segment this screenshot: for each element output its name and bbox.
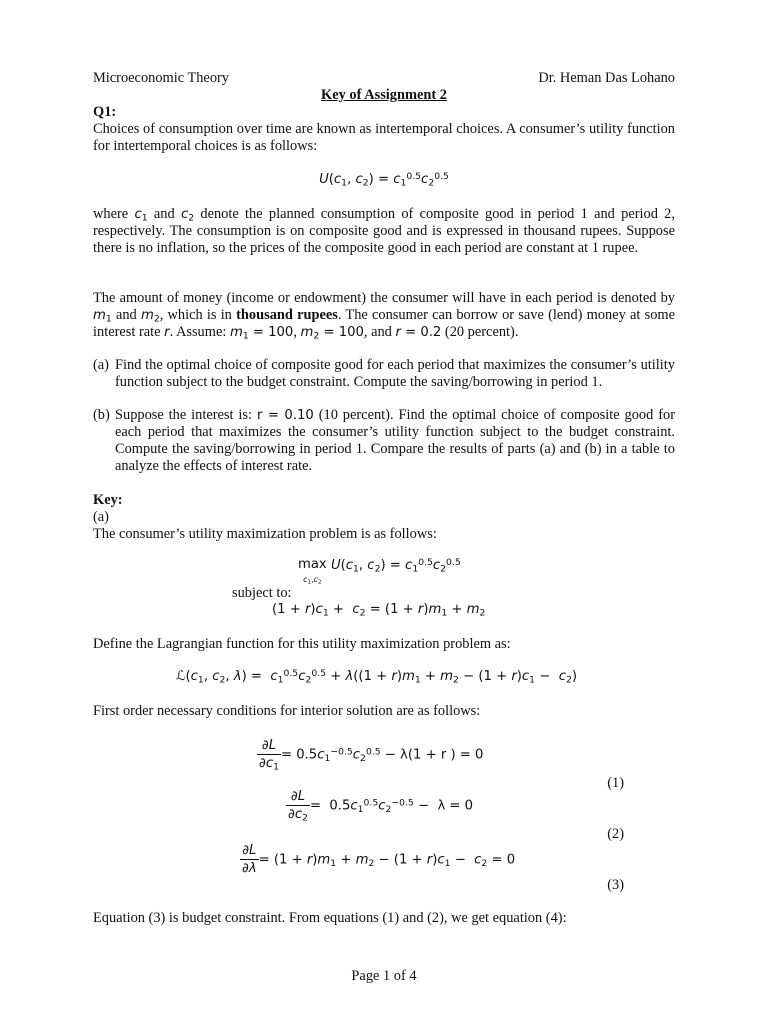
part-b	[93, 407, 675, 475]
page-number: Page 1 of 4	[351, 968, 417, 984]
m1-value: 100	[268, 325, 294, 340]
income-paragraph: The amount of money (income or endowment) the consumer will have in each period is denoted by $m_1$ and $m_2$, which is in thousand rupees. The consumer can borrow or save (lend) money at some interest rate r. Assume: $m_1 = 100$, $m_2 = 100$, and r = 0.2 (20 percent).	[93, 290, 675, 342]
budget-constraint-equation: $(1 + r)c_1 + c_2 = (1 + r)m_1 + m_2$	[272, 602, 486, 619]
foc-equation-2: $\frac{\partial L}{\partial c_2}$ = $0.5c_1^{0.5}c_2^{-0.5} - \lambda = 0$	[288, 789, 474, 824]
author-name: Dr. Heman Das Lohano	[538, 70, 675, 86]
income-text-a: The amount of money (income or endowment) the consumer will have in each period is denoted by	[93, 290, 675, 306]
income-text-c: . The consumer can borrow or save (lend) money at some interest rate	[93, 307, 675, 340]
r-percent: (20 percent).	[444, 324, 519, 340]
subject-to: subject to:	[232, 585, 292, 601]
part-b-pre: Suppose the interest is:	[115, 407, 253, 423]
part-b-text: (10 percent). Find the optimal choice of composite good for each period that maximizes the consumer’s utility function subject to the budget constraint. Compute the saving/borrowing in period 1. Compare the results of parts (a) and (b) in a table to analyze the effects of interest rate.	[115, 407, 675, 474]
foc-intro: First order necessary conditions for interior solution are as follows:	[93, 703, 481, 719]
document-title: Key of Assignment 2	[321, 87, 447, 103]
income-bold: thousand rupees	[236, 307, 338, 323]
lagrangian-equation: $ℒ(c_1$, $c_2$, $\lambda) = c_1^{0.5}c_2^{0.5} + \lambda((1 + r)m_1 + m_2 - (1 + r)c_1 - c_2)$	[176, 667, 578, 686]
question-label: Q1:	[93, 104, 117, 120]
where-text: denote the planned consumption of composite good in period 1 and period 2, respectively. The consumption is on composite good and is expressed in thousand rupees. Suppose there is no inflation, so the prices of the composite good in each period are constant at 1 rupee.	[93, 206, 675, 256]
income-text-b: , which is in	[159, 307, 232, 323]
where-paragraph: where $c_1$ and $c_2$ denote the planned consumption of composite good in period 1 and period 2, respectively. The consumption is on composite good and is expressed in thousand rupees. Suppose there is no inflation, so the prices of the composite good in each period are constant at 1 rupee.	[93, 206, 675, 256]
eq-number-3: (3)	[607, 877, 624, 893]
closing-paragraph: Equation (3) is budget constraint. From equations (1) and (2), we get equation (4):	[93, 910, 567, 926]
q1-intro: Choices of consumption over time are known as intertemporal choices. A consumer’s utility function for intertemporal choices is as follows:	[93, 121, 675, 154]
part-a-text: Find the optimal choice of composite good for each period that maximizes the consumer’s utility function subject to the budget constraint. Compute the saving/borrowing in period 1.	[115, 357, 675, 390]
umax-intro: The consumer’s utility maximization problem is as follows:	[93, 526, 437, 542]
course-name: Microeconomic Theory	[93, 70, 230, 86]
objective-equation: max $c_1,c_2$ $U(c_1$, $c_2) = c_1^{0.5}c_2^{0.5}$	[298, 556, 461, 586]
key-label: Key:	[93, 492, 123, 508]
key-sub-a: (a)	[93, 509, 109, 525]
eq-number-2: (2)	[607, 826, 624, 842]
r-value: 0.2	[420, 325, 442, 340]
lagrange-intro: Define the Lagrangian function for this utility maximization problem as:	[93, 636, 511, 652]
foc-equation-3: $\frac{\partial L}{\partial\lambda}$ = $(1 + r)m_1 + m_2 - (1 + r)c_1 - c_2 = 0$	[242, 843, 516, 876]
part-a	[93, 357, 675, 391]
utility-equation: $U(c_1$, $c_2) = c_1^{0.5}c_2^{0.5}$	[319, 170, 449, 189]
part-b-label: (b)	[93, 407, 110, 423]
income-text-d: . Assume:	[169, 324, 227, 340]
eq-number-1: (1)	[607, 775, 624, 791]
foc-equation-1: $\frac{\partial L}{\partial c_1}$ = $0.5c_1^{-0.5}c_2^{0.5} - \lambda(1 + r$ ) = 0	[259, 738, 484, 773]
m2-value: 100	[338, 325, 364, 340]
part-b-r: r = 0.10	[256, 408, 314, 423]
part-a-label: (a)	[93, 357, 109, 373]
